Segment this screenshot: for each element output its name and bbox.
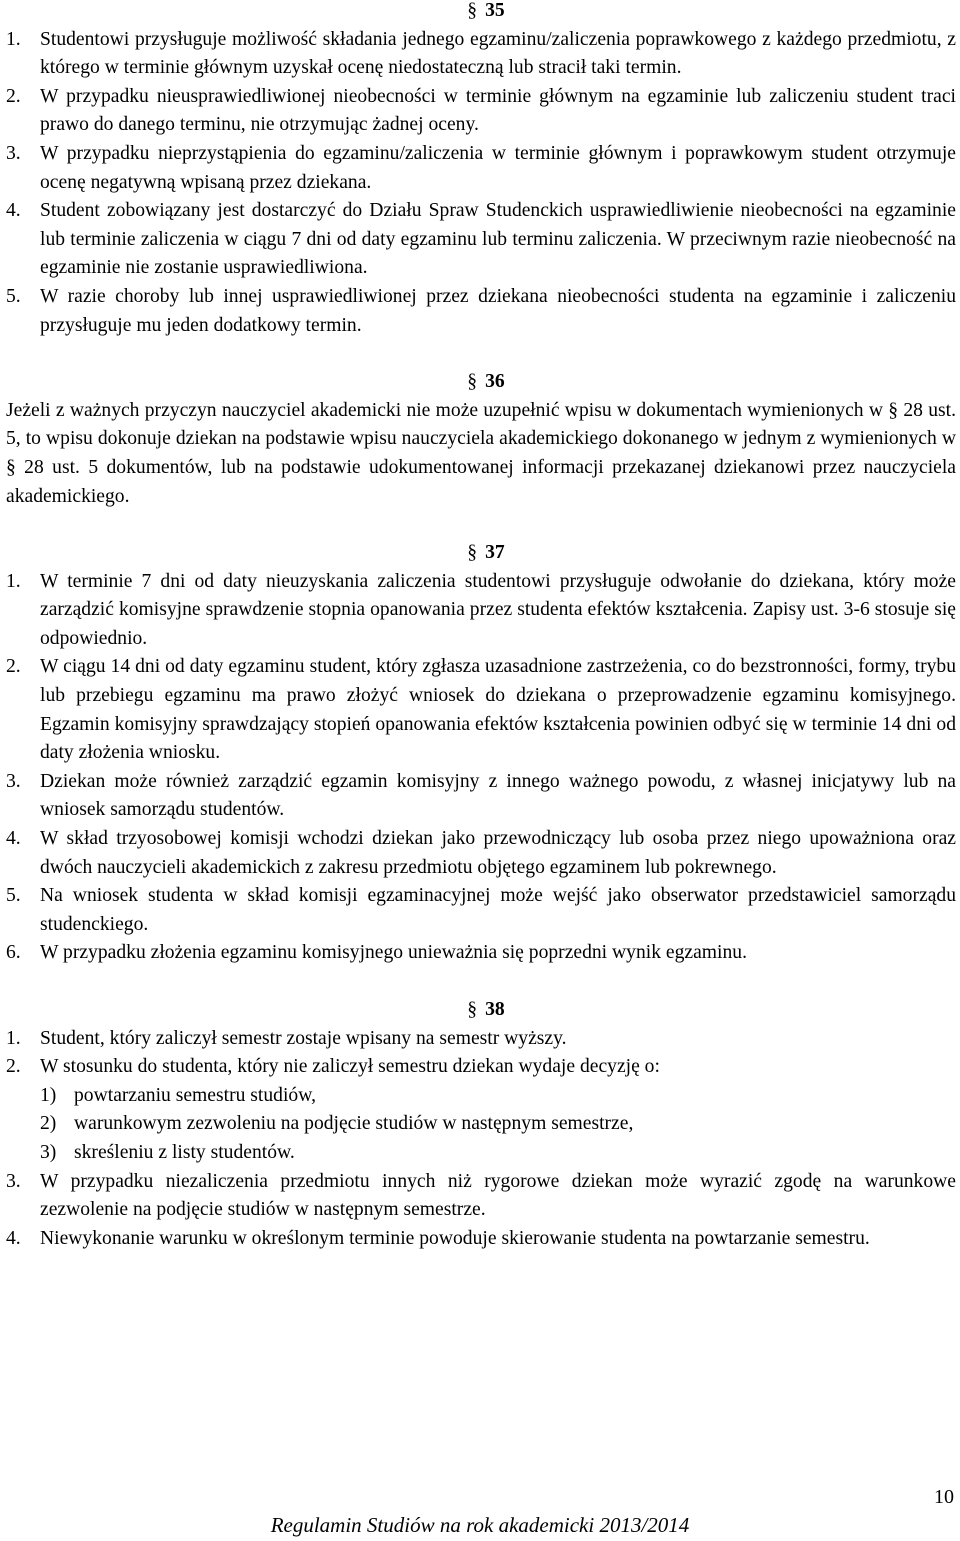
- list-item: [6, 768, 956, 825]
- page-number: 10: [934, 1486, 954, 1508]
- list-item: [6, 26, 956, 83]
- item-number: 4.: [6, 828, 21, 850]
- sub-item-text: skreśleniu z listy studentów.: [74, 1141, 295, 1163]
- section-symbol: §: [467, 371, 478, 393]
- item-text: Studentowi przysługuje możliwość składania jednego egzaminu/zaliczenia poprawkowego z każdego przedmiotu, z którego w terminie głównym uzyskał ocenę niedostateczną lub stracił taki termin.: [40, 28, 956, 79]
- list-item: [6, 882, 956, 939]
- document-body: [6, 0, 956, 1253]
- section-number: 36: [485, 371, 505, 393]
- section-symbol: §: [467, 999, 478, 1020]
- list-item: [6, 653, 956, 767]
- list-item: [6, 1225, 956, 1254]
- item-number: 5.: [6, 885, 21, 907]
- section-38: [6, 996, 956, 1253]
- list-item: [6, 283, 956, 340]
- item-text: Student, który zaliczył semestr zostaje wpisany na semestr wyższy.: [40, 1027, 567, 1049]
- item-text: W przypadku niezaliczenia przedmiotu innych niż rygorowe dziekan może wyrazić zgodę na warunkowe zezwolenie na podjęcie studiów w następnym semestrze.: [40, 1170, 956, 1221]
- section-35: [6, 0, 956, 340]
- sub-item-number: 3): [40, 1141, 57, 1163]
- item-text: W przypadku nieprzystąpienia do egzaminu/zaliczenia w terminie głównym i poprawkowym student otrzymuje ocenę negatywną wpisaną przez dziekana.: [40, 142, 956, 193]
- sub-list-item: [40, 1082, 956, 1111]
- sub-list-item: [40, 1139, 956, 1168]
- list-item: [6, 1025, 956, 1054]
- item-number: 4.: [6, 1227, 21, 1249]
- section-heading: [6, 0, 956, 26]
- section-number: 37: [485, 542, 505, 564]
- numbered-list: [6, 26, 956, 341]
- item-text: Niewykonanie warunku w określonym terminie powoduje skierowanie studenta na powtarzanie semestru.: [40, 1227, 870, 1249]
- item-number: 2.: [6, 656, 21, 678]
- item-text: W przypadku nieusprawiedliwionej nieobecności w terminie głównym na egzaminie lub zaliczeniu student traci prawo do danego terminu, nie otrzymując żadnej oceny.: [40, 85, 956, 136]
- item-text: W przypadku złożenia egzaminu komisyjnego unieważnia się poprzedni wynik egzaminu.: [40, 942, 747, 964]
- section-heading: [6, 368, 956, 397]
- spacer: [6, 511, 956, 539]
- section-37: [6, 539, 956, 968]
- item-number: 1.: [6, 570, 21, 592]
- spacer: [6, 968, 956, 996]
- list-item: [6, 1053, 956, 1167]
- list-item: [6, 1168, 956, 1225]
- section-36: [6, 368, 956, 511]
- section-symbol: §: [467, 0, 478, 21]
- list-item: [6, 825, 956, 882]
- section-number: 35: [485, 0, 505, 21]
- item-number: 3.: [6, 770, 21, 792]
- list-item: [6, 140, 956, 197]
- list-item: [6, 568, 956, 654]
- item-number: 2.: [6, 85, 21, 107]
- item-number: 1.: [6, 1027, 21, 1049]
- numbered-list: [6, 568, 956, 968]
- paragraph: Jeżeli z ważnych przyczyn nauczyciel akademicki nie może uzupełnić wpisu w dokumentach wymienionych w § 28 ust. 5, to wpisu dokonuje dziekan na podstawie wpisu nauczyciela akademickiego dokonanego w jednym z wymienionych w § 28 ust. 5 dokumentów, lub na podstawie udokumentowanej informacji przekazanej dziekanowi przez nauczyciela akademickiego.: [6, 399, 956, 507]
- item-text: W razie choroby lub innej usprawiedliwionej przez dziekana nieobecności studenta na egzaminie i zaliczeniu przysługuje mu jeden dodatkowy termin.: [40, 285, 956, 336]
- sub-item-text: warunkowym zezwoleniu na podjęcie studiów w następnym semestrze,: [74, 1113, 634, 1135]
- item-text: W stosunku do studenta, który nie zaliczył semestru dziekan wydaje decyzję o:: [40, 1056, 660, 1078]
- item-text: Dziekan może również zarządzić egzamin komisyjny z innego ważnego powodu, z własnej inicjatywy lub na wniosek samorządu studentów.: [40, 770, 956, 821]
- sub-item-text: powtarzaniu semestru studiów,: [74, 1084, 316, 1106]
- sub-item-number: 2): [40, 1113, 57, 1135]
- item-text: W ciągu 14 dni od daty egzaminu student, który zgłasza uzasadnione zastrzeżenia, co do bezstronności, formy, trybu lub przebiegu egzaminu ma prawo złożyć wniosek do dziekana o przeprowadzenie egzaminu komisyjnego. Egzamin komisyjny sprawdzający stopień opanowania efektów kształcenia powinien odbyć się w terminie 14 dni od daty złożenia wniosku.: [40, 656, 956, 764]
- list-item: [6, 83, 956, 140]
- list-item: [6, 939, 956, 968]
- item-text: Na wniosek studenta w skład komisji egzaminacyjnej może wejść jako obserwator przedstawiciel samorządu studenckiego.: [40, 885, 956, 935]
- item-text: W terminie 7 dni od daty nieuzyskania zaliczenia studentowi przysługuje odwołanie do dziekana, który może zarządzić komisyjne sprawdzenie stopnia opanowania przez studenta efektów kształcenia. Zapisy ust. 3-6 stosuje się odpowiednio.: [40, 570, 956, 649]
- item-number: 5.: [6, 285, 21, 307]
- section-number: 38: [485, 999, 505, 1020]
- item-number: 6.: [6, 942, 21, 964]
- item-text: Student zobowiązany jest dostarczyć do Działu Spraw Studenckich usprawiedliwienie nieobecności na egzaminie lub terminie zaliczenia w ciągu 7 dni od daty egzaminu lub terminu zaliczenia. W przeciwnym razie nieobecność na egzaminie nie zostanie usprawiedliwiona.: [40, 200, 956, 279]
- page-footer: Regulamin Studiów na rok akademicki 2013/2014: [270, 1513, 690, 1537]
- section-heading: [6, 996, 956, 1025]
- sub-list-item: [40, 1110, 956, 1139]
- item-number: 2.: [6, 1056, 21, 1078]
- item-number: 1.: [6, 28, 21, 50]
- numbered-list: [6, 1025, 956, 1254]
- list-item: [6, 197, 956, 283]
- spacer: [6, 340, 956, 368]
- item-number: 4.: [6, 200, 21, 222]
- section-heading: [6, 539, 956, 568]
- sub-list: [40, 1082, 956, 1168]
- item-number: 3.: [6, 1170, 21, 1192]
- section-symbol: §: [467, 542, 478, 564]
- item-text: W skład trzyosobowej komisji wchodzi dziekan jako przewodniczący lub osoba przez niego upoważniona oraz dwóch nauczycieli akademickich z zakresu przedmiotu objętego egzaminem lub pokrewnego.: [40, 828, 956, 878]
- item-number: 3.: [6, 142, 21, 164]
- sub-item-number: 1): [40, 1084, 57, 1106]
